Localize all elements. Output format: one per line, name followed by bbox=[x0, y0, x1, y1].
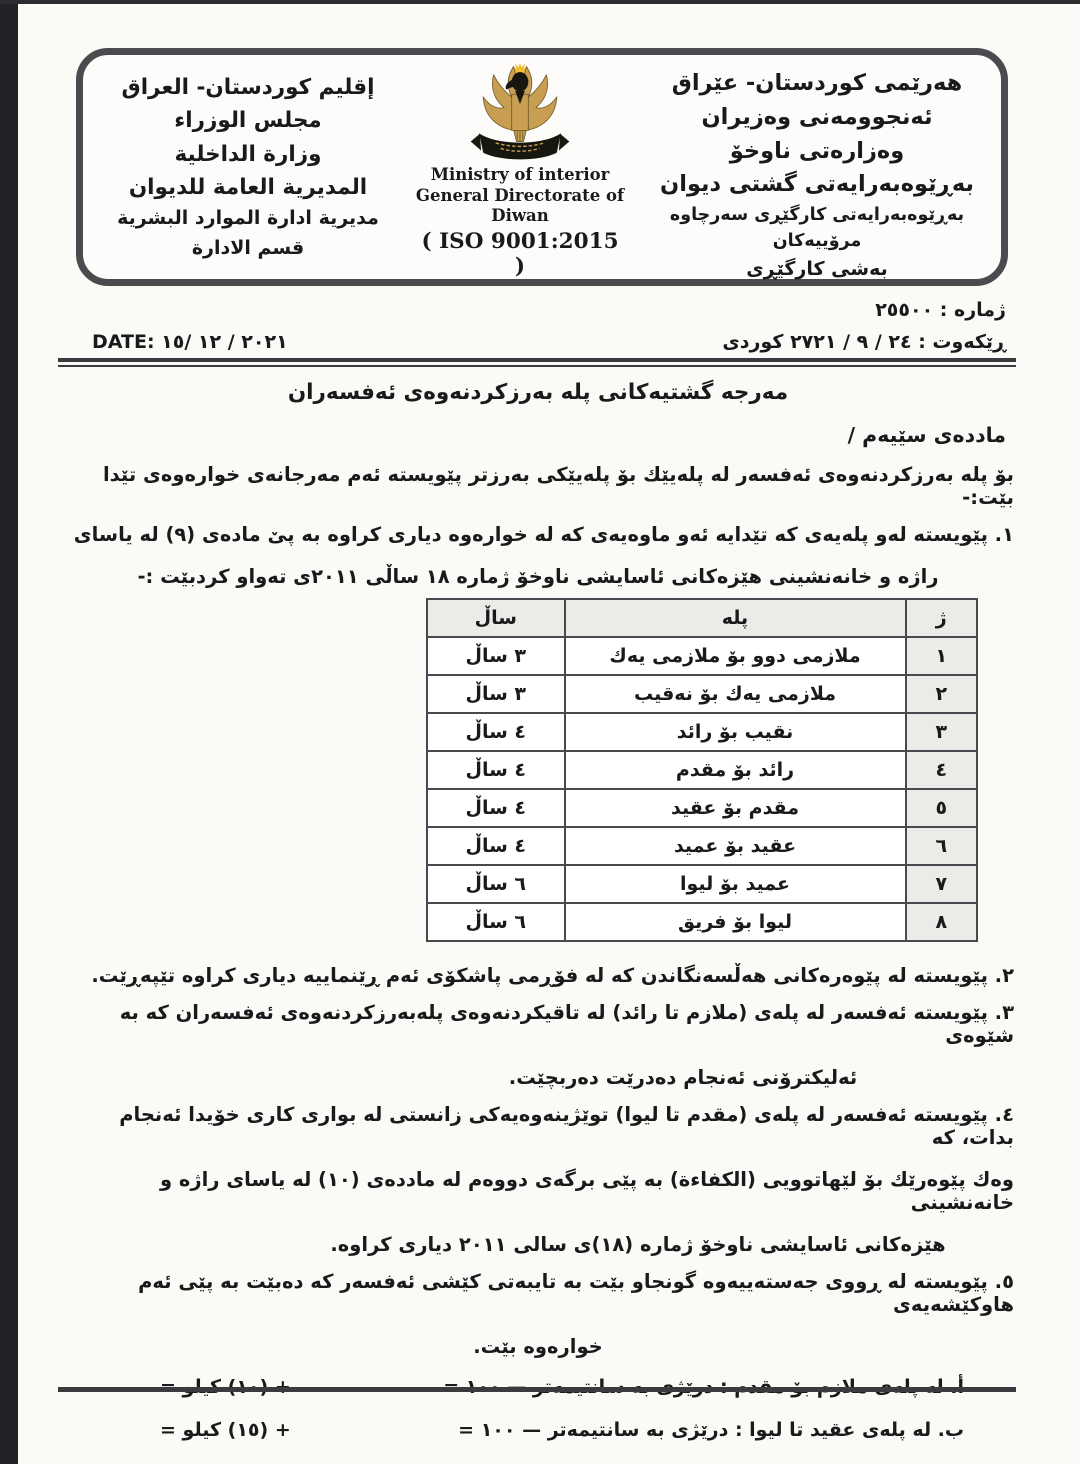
kurdish-date: ڕێکەوت : ٢٤ ‏/ ٩ ‏/ ٢٧٢١ کوردی bbox=[722, 331, 1006, 353]
letterhead-line: قسم الادارة bbox=[191, 236, 305, 259]
letterhead-center-block bbox=[413, 55, 627, 279]
rank-cell: مقدم بۆ عقید bbox=[565, 789, 906, 827]
item-line: ئەلیکترۆنی ئەنجام دەدرێت دەربچێت. bbox=[508, 1066, 858, 1089]
years-cell: ٤ ساڵ bbox=[427, 789, 565, 827]
rank-cell: عمید بۆ لیوا bbox=[565, 865, 906, 903]
table-row bbox=[427, 675, 977, 713]
rank-cell: ملازمی یەك بۆ نەقیب bbox=[565, 675, 906, 713]
scan-left-edge bbox=[0, 0, 18, 1464]
table-row bbox=[427, 865, 977, 903]
row-index-cell: ٦ bbox=[906, 827, 978, 865]
letterhead-line: المديرية العامة للديوان bbox=[128, 174, 368, 200]
column-header-years: ساڵ bbox=[427, 599, 565, 637]
table-row bbox=[427, 903, 977, 941]
row-index-cell: ١ bbox=[906, 637, 978, 675]
item-line: ١. پێویستە لەو پلەیەی کە تێدایە ئەو ماوەیەی کە لە خوارەوە دیاری کراوە بە پێ مادەی (٩) لە یاسای bbox=[73, 523, 1014, 546]
condition-text: ب. لە پلەی عقید تا لیوا : درێژی بە سانتیمەتر — ١٠٠ = bbox=[458, 1419, 964, 1441]
table-header-row bbox=[427, 599, 977, 637]
item-line: ٤. پێویستە ئەفسەر لە پلەی (مقدم تا لیوا) توێژینەوەیەکی زانستی لە بواری کاری خۆیدا ئەنجام بدات، کە bbox=[119, 1103, 1014, 1149]
letterhead-line: مديرية ادارة الموارد البشرية bbox=[117, 207, 379, 230]
table-row bbox=[427, 789, 977, 827]
letterhead-kurdish-block bbox=[627, 55, 1001, 279]
table-row bbox=[427, 827, 977, 865]
years-cell: ٤ ساڵ bbox=[427, 751, 565, 789]
years-cell: ٦ ساڵ bbox=[427, 903, 565, 941]
table-row bbox=[427, 713, 977, 751]
weight-conditions bbox=[160, 1376, 964, 1441]
years-cell: ٤ ساڵ bbox=[427, 827, 565, 865]
letterhead-line: إقليم كوردستان- العراق bbox=[121, 75, 375, 100]
letterhead-line: بەڕێوەبەرایەتی کارگێڕی سەرچاوە مرۆییەکان bbox=[669, 205, 965, 252]
intro-paragraph: بۆ پلە بەرزکردنەوەی ئەفسەر لە پلەیێك بۆ پلەیێکی بەرزتر پێویستە ئەم مەرجانەی خوارەوەی تێدا بێت:- bbox=[102, 463, 1014, 509]
promotion-periods-table bbox=[426, 598, 978, 942]
row-index-cell: ٥ bbox=[906, 789, 978, 827]
weight-condition-b bbox=[160, 1419, 964, 1441]
list-item-4 bbox=[62, 1103, 1014, 1256]
double-separator-rule bbox=[58, 358, 1016, 367]
list-item-1 bbox=[62, 523, 1014, 588]
item-line: ٣. پێویستە ئەفسەر لە پلەی (ملازم تا رائد) لە تاقیکردنەوەی پلەبەرزکردنەوەی ئەفسەران کە بە شێوەی bbox=[119, 1001, 1014, 1047]
list-item-3 bbox=[62, 1001, 1014, 1089]
item-line: ٢. پێویستە لە پێوەرەکانی هەڵسەنگاندن کە لە فۆڕمی پاشکۆی ئەم ڕێنماییە دیاری کراوە تێپەڕێت. bbox=[91, 964, 1014, 987]
ministry-english-line: Ministry of interior bbox=[430, 165, 610, 185]
rank-cell: رائد بۆ مقدم bbox=[565, 751, 906, 789]
item-line: خوارەوە بێت. bbox=[473, 1335, 603, 1358]
letterhead-box bbox=[76, 48, 1008, 286]
years-cell: ٣ ساڵ bbox=[427, 637, 565, 675]
row-index-cell: ٣ bbox=[906, 713, 978, 751]
row-index-cell: ٤ bbox=[906, 751, 978, 789]
condition-text: أ. لە پلەی ملازم بۆ مقدم : درێژی بە سانتیمەتر — ١٠٠ = bbox=[443, 1376, 964, 1398]
row-index-cell: ٢ bbox=[906, 675, 978, 713]
scan-top-edge bbox=[0, 0, 1080, 4]
list-item-5 bbox=[62, 1270, 1014, 1358]
condition-formula: + (١٥) کیلو = bbox=[160, 1419, 291, 1441]
directorate-english-line: General Directorate of Diwan bbox=[415, 185, 625, 226]
letterhead-line: وزارة الداخلية bbox=[174, 141, 322, 167]
rank-cell: نقیب بۆ رائد bbox=[565, 713, 906, 751]
years-cell: ٣ ساڵ bbox=[427, 675, 565, 713]
letterhead-line: مجلس الوزراء bbox=[174, 108, 322, 134]
document-body bbox=[62, 372, 1014, 1462]
letterhead-line: بەشی کارگێڕی bbox=[746, 257, 888, 280]
rank-cell: عقید بۆ عمید bbox=[565, 827, 906, 865]
letterhead-line: وەزارەتی ناوخۆ bbox=[729, 137, 905, 164]
years-cell: ٤ ساڵ bbox=[427, 713, 565, 751]
letterhead-line: هەرێمی کوردستان- عێراق bbox=[671, 70, 963, 96]
item-line: راژە و خانەنشینی هێزەکانی ئاسایشی ناوخۆ ژماره ١٨ ساڵی ٢٠١١ی تەواو کردبێت :- bbox=[137, 565, 939, 588]
letterhead-arabic-block bbox=[83, 55, 413, 279]
item-line: ٥. پێویستە لە ڕووی جەستەییەوە گونجاو بێت بە تایبەتی کێشی ئەفسەر کە دەبێت بە پێی ئەم هاوکێشەیەی bbox=[138, 1270, 1014, 1316]
article-heading: ماددەی سێیەم / bbox=[847, 423, 1006, 447]
letterhead-line: بەڕێوەبەرایەتی گشتی دیوان bbox=[660, 171, 974, 198]
rank-cell: لیوا بۆ فریق bbox=[565, 903, 906, 941]
bottom-separator-rule bbox=[58, 1387, 1016, 1392]
condition-formula: + (١٠) کیلو = bbox=[160, 1376, 291, 1398]
item-line: هێزەکانی ئاسایشی ناوخۆ ژماره (١٨)ی سالی ٢٠١١ دیاری کراوە. bbox=[330, 1233, 946, 1256]
row-index-cell: ٧ bbox=[906, 865, 978, 903]
column-header-index: ژ bbox=[906, 599, 978, 637]
years-cell: ٦ ساڵ bbox=[427, 865, 565, 903]
letterhead-line: ئەنجوومەنی وەزیران bbox=[701, 103, 933, 130]
table-row bbox=[427, 637, 977, 675]
table-row bbox=[427, 751, 977, 789]
item-line: وەك پێوەرێك بۆ لێهاتوویی (الكفاءة) بە پێی برگەی دووەم لە ماددەی (١٠) لە یاسای راژە و خانەنشینی bbox=[159, 1168, 1014, 1214]
iso-certification-line: ( ISO 9001:2015 ) bbox=[421, 229, 619, 279]
rank-cell: ملازمی دوو بۆ ملازمی یەك bbox=[565, 637, 906, 675]
gregorian-date: DATE: ٢٠٢١ / ١٢ /١٥ bbox=[92, 331, 288, 353]
row-index-cell: ٨ bbox=[906, 903, 978, 941]
document-title: مەرجە گشتیەکانی پلە بەرزکردنەوەی ئەفسەران bbox=[287, 380, 789, 405]
column-header-rank: پله bbox=[565, 599, 906, 637]
date-row bbox=[92, 331, 1006, 353]
krg-eagle-emblem-icon bbox=[436, 61, 604, 165]
list-item-2 bbox=[62, 964, 1014, 987]
reference-number: ژماره : ٢٥٥٠٠ bbox=[875, 299, 1006, 321]
